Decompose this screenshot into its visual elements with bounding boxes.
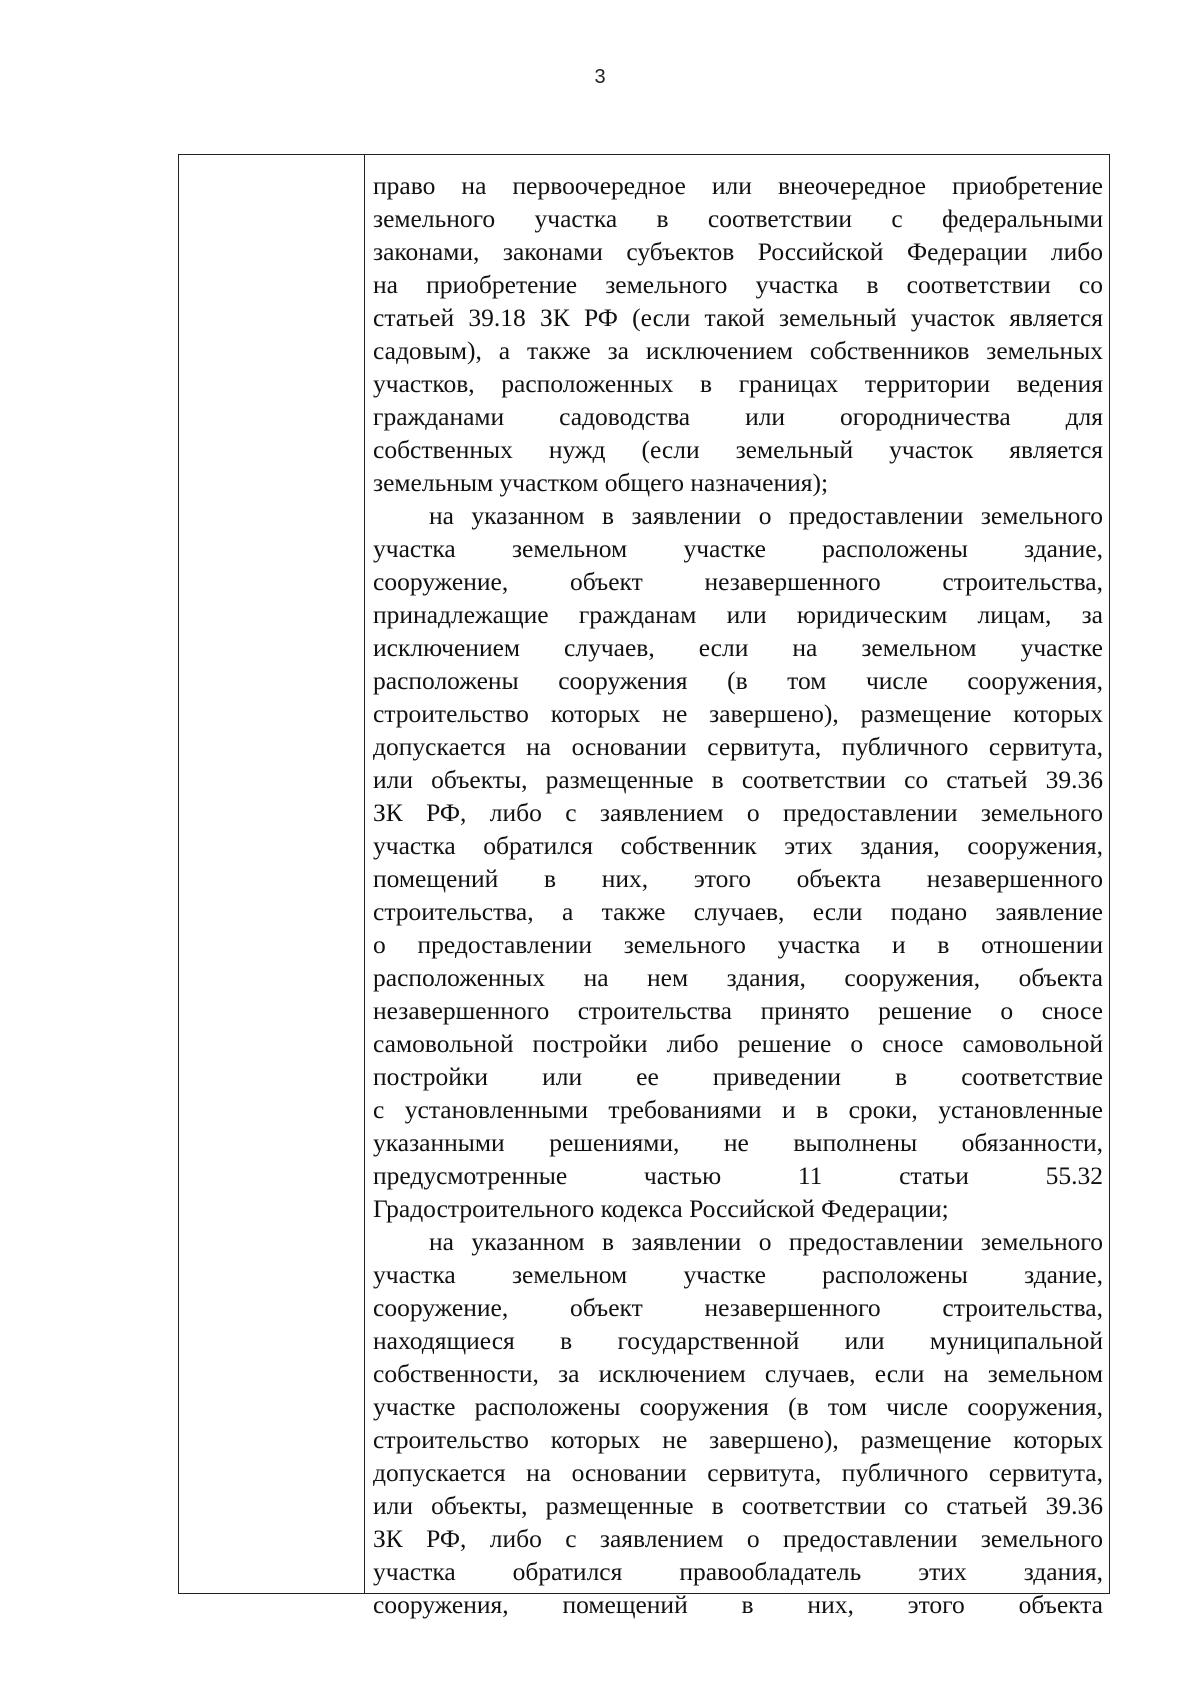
text-line: расположенных на нем здания, сооружения, объекта — [373, 963, 1103, 992]
text-line: Градостроительного кодекса Российской Федерации; — [373, 1194, 949, 1223]
text-line: ЗК РФ, либо с заявлением о предоставлении земельного — [373, 798, 1103, 827]
text-line: статьей 39.18 ЗК РФ (если такой земельный участок является — [373, 303, 1103, 332]
text-line: самовольной постройки либо решение о сносе самовольной — [373, 1029, 1103, 1058]
text-line: ЗК РФ, либо с заявлением о предоставлении земельного — [373, 1524, 1103, 1553]
text-line: расположены сооружения (в том числе сооружения, — [373, 666, 1103, 695]
text-line: собственных нужд (если земельный участок является — [373, 435, 1103, 464]
text-line: постройки или ее приведении в соответствие — [373, 1062, 1103, 1091]
table-cell-text — [365, 155, 1109, 1619]
text-line: участка обратился собственник этих здания, сооружения, — [373, 831, 1103, 860]
text-line: участке расположены сооружения (в том числе сооружения, — [373, 1392, 1103, 1421]
text-line: право на первоочередное или внеочередное приобретение — [373, 171, 1103, 200]
text-line: строительство которых не завершено), размещение которых — [373, 1425, 1103, 1454]
text-line: собственности, за исключением случаев, если на земельном — [373, 1359, 1103, 1388]
text-line: исключением случаев, если на земельном участке — [373, 633, 1103, 662]
text-line: помещений в них, этого объекта незавершенного — [373, 864, 1103, 893]
text-line: участка обратился правообладатель этих здания, — [373, 1557, 1103, 1586]
text-line: о предоставлении земельного участка и в отношении — [373, 930, 1103, 959]
text-line: допускается на основании сервитута, публичного сервитута, — [373, 732, 1103, 761]
text-line: участка земельном участке расположены здание, — [373, 534, 1103, 563]
text-line: на указанном в заявлении о предоставлении земельного — [429, 1227, 1103, 1256]
text-line: земельным участком общего назначения); — [373, 468, 829, 497]
text-line: или объекты, размещенные в соответствии со статьей 39.36 — [373, 1491, 1103, 1520]
text-line: сооружения, помещений в них, этого объекта — [373, 1590, 1103, 1619]
text-line: законами, законами субъектов Российской Федерации либо — [373, 237, 1103, 266]
text-line: принадлежащие гражданам или юридическим лицам, за — [373, 600, 1103, 629]
text-line: незавершенного строительства принято решение о сносе — [373, 996, 1103, 1025]
text-line: земельного участка в соответствии с федеральными — [373, 204, 1103, 233]
page-number: 3 — [594, 66, 606, 88]
text-line: на приобретение земельного участка в соответствии со — [373, 270, 1103, 299]
table-cell-left-empty — [179, 155, 365, 1593]
text-line: указанными решениями, не выполнены обязанности, — [373, 1128, 1103, 1157]
text-line: гражданами садоводства или огородничества для — [373, 402, 1103, 431]
text-line: допускается на основании сервитута, публичного сервитута, — [373, 1458, 1103, 1487]
text-line: предусмотренные частью 11 статьи 55.32 — [373, 1161, 1103, 1190]
text-line: или объекты, размещенные в соответствии со статьей 39.36 — [373, 765, 1103, 794]
text-line: сооружение, объект незавершенного строительства, — [373, 1293, 1103, 1322]
text-line: строительство которых не завершено), размещение которых — [373, 699, 1103, 728]
text-line: участков, расположенных в границах территории ведения — [373, 369, 1103, 398]
document-table — [178, 154, 1110, 1619]
text-line: садовым), а также за исключением собственников земельных — [373, 336, 1103, 365]
text-line: сооружение, объект незавершенного строительства, — [373, 567, 1103, 596]
text-line: находящиеся в государственной или муниципальной — [373, 1326, 1103, 1355]
text-line: участка земельном участке расположены здание, — [373, 1260, 1103, 1289]
text-line: на указанном в заявлении о предоставлении земельного — [429, 501, 1103, 530]
text-line: строительства, а также случаев, если подано заявление — [373, 897, 1103, 926]
text-line: с установленными требованиями и в сроки, установленные — [373, 1095, 1103, 1124]
